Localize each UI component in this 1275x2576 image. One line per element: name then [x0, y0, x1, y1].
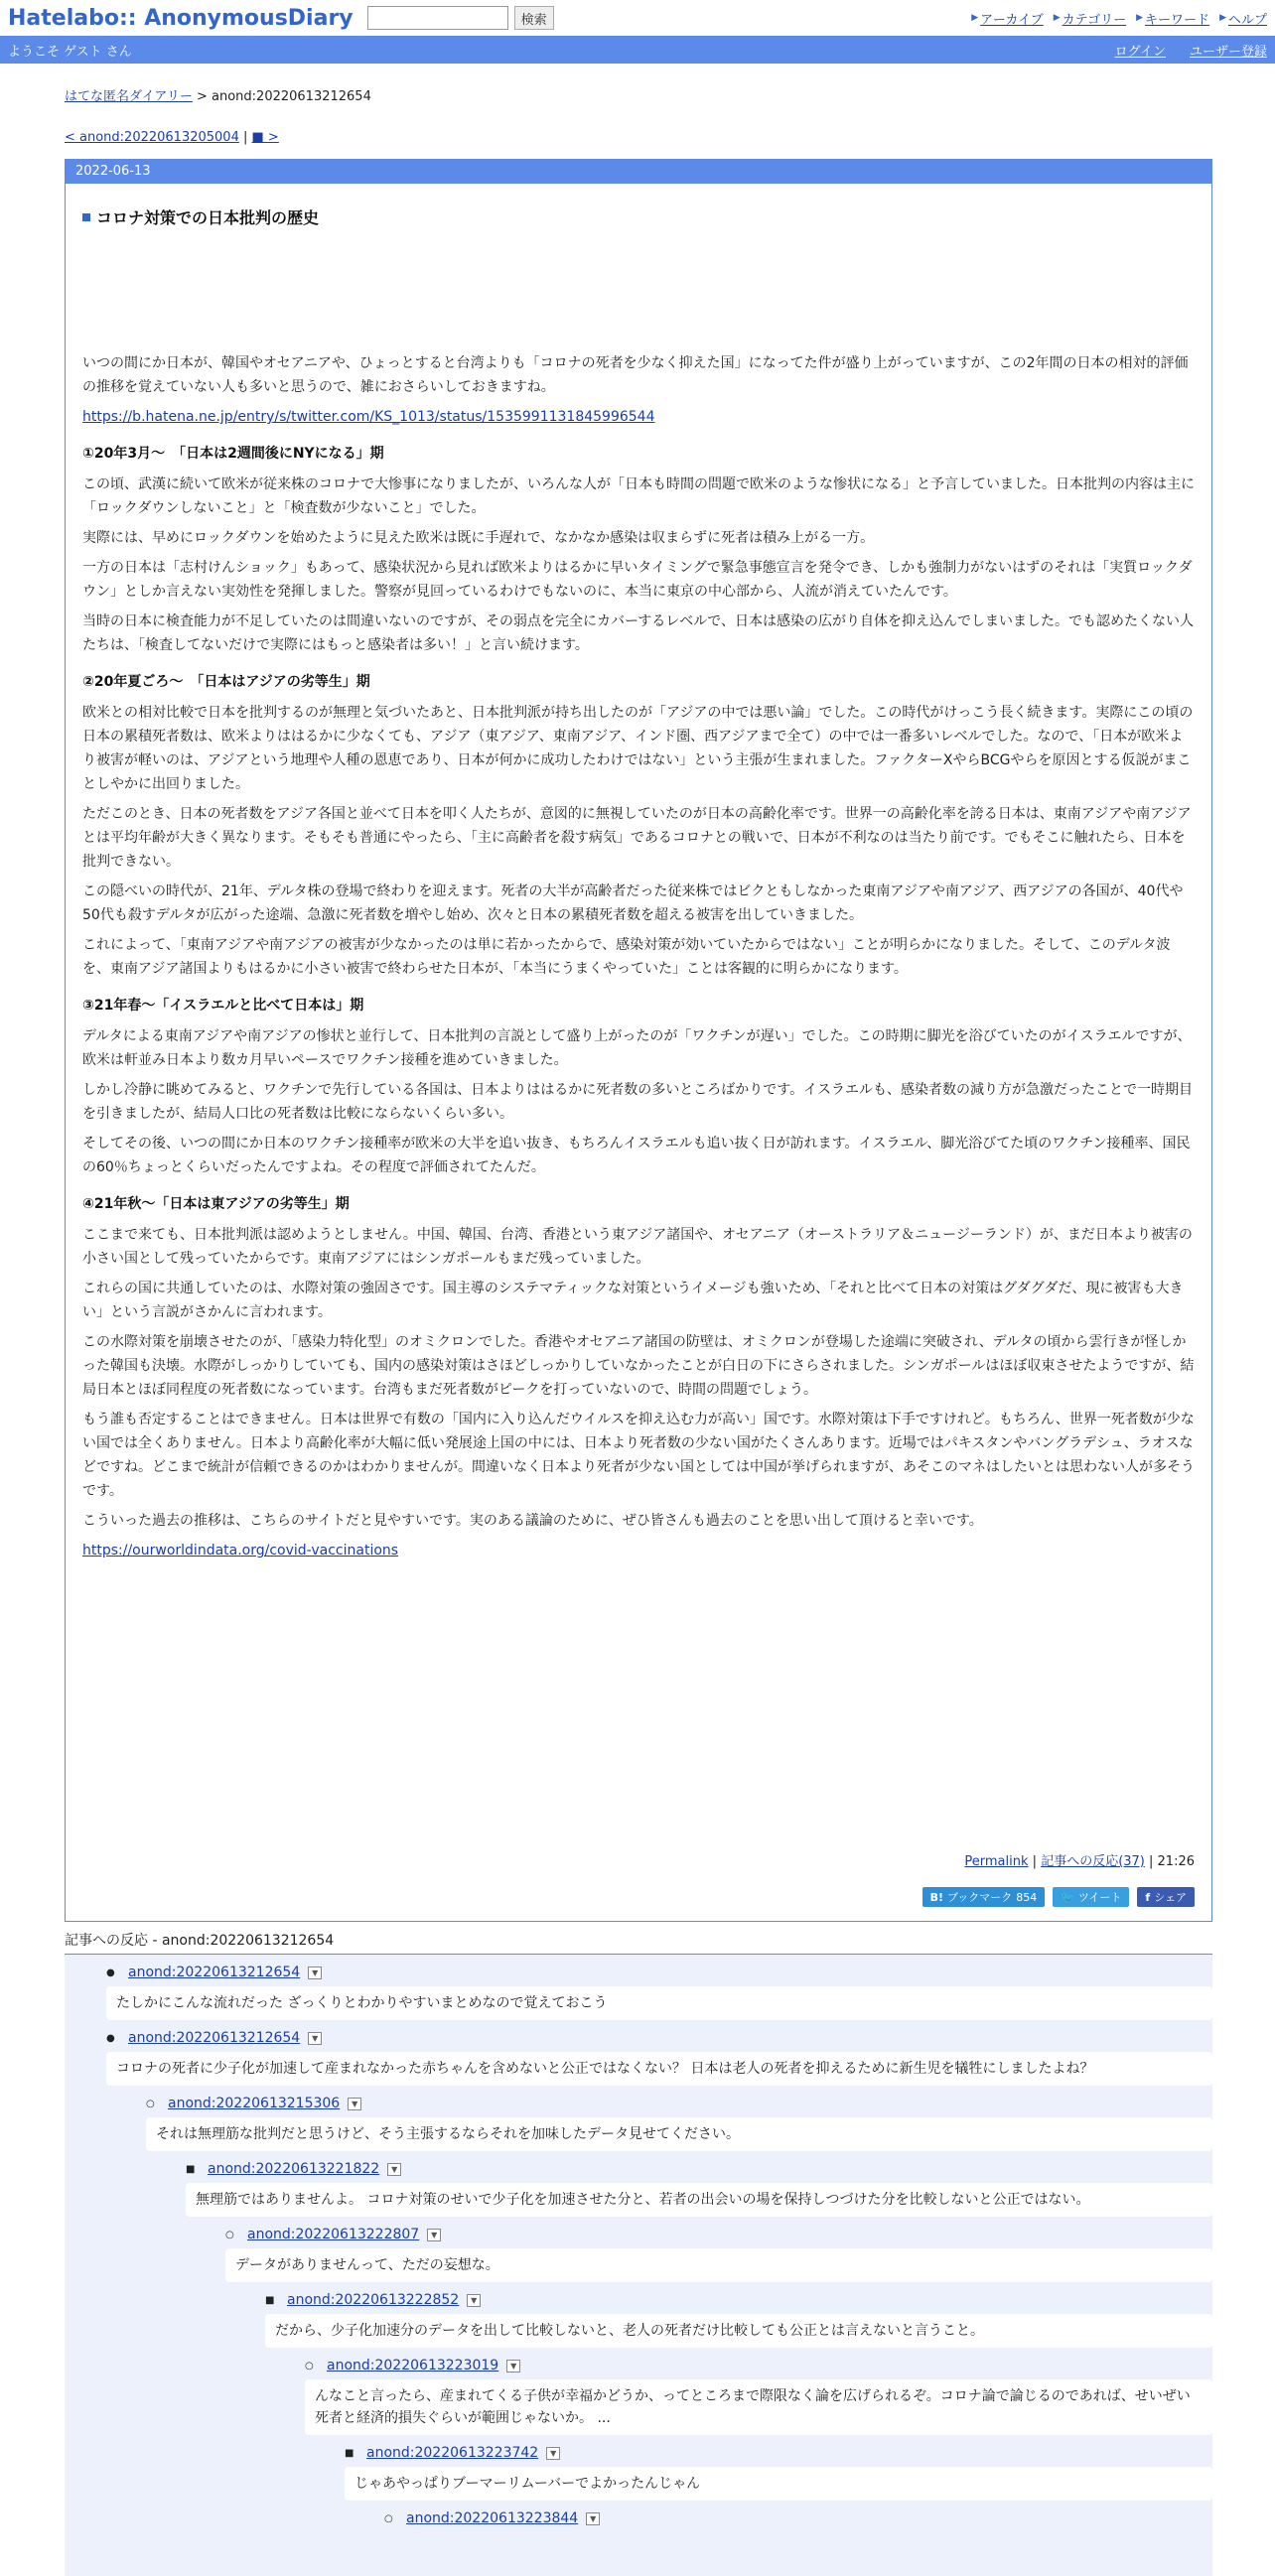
- reaction-item: [146, 2096, 1212, 2151]
- twitter-bird-icon: 🐦: [1061, 1890, 1074, 1904]
- dropdown-icon[interactable]: ▼: [308, 2032, 322, 2045]
- reaction-text: んなこと言ったら、産まれてくる子供が幸福かどうか、ってところまで際限なく論を広げられるぞ。コロナ論で論じるのであれば、せいぜい死者と経済的損失ぐらいが範囲じゃないか。 ...: [305, 2379, 1212, 2435]
- bookmark-button[interactable]: [922, 1887, 1046, 1907]
- paragraph: これらの国に共通していたのは、水際対策の強固さです。国主導のシステマティックな対策というイメージも強いため、「それと比べて日本の対策はグダグダだ、現に被害も大きい」という言説がさかんに言われます。: [82, 1281, 1184, 1320]
- breadcrumb-separator: >: [192, 89, 212, 104]
- reaction-text: コロナの死者に少子化が加速して産まれなかった赤ちゃんを含めないと公正ではなくない？ 日本は老人の死者を抑えるために新生児を犠牲にしましたよね？: [106, 2052, 1212, 2086]
- bullet-icon: ●: [106, 1966, 115, 1978]
- reaction-item: [345, 2445, 1212, 2501]
- triangle-icon: ▶: [1219, 13, 1226, 23]
- reaction-header: [384, 2510, 1212, 2526]
- archive-link[interactable]: アーカイブ: [980, 12, 1044, 28]
- bullet-icon: ■: [345, 2447, 354, 2459]
- prev-entry-link[interactable]: < anond:20220613205004: [65, 130, 239, 145]
- pager-separator: |: [238, 130, 252, 145]
- top-header: [0, 0, 1275, 36]
- paragraph: しかし冷静に眺めてみると、ワクチンで先行している各国は、日本よりははるかに死者数の多いところばかりです。イスラエルも、感染者数の減り方が急激だったことで一時期目を引きましたが、結局人口比の死者数は比較にならないくらい多い。: [82, 1082, 1194, 1122]
- paragraph: そしてその後、いつの間にか日本のワクチン接種率が欧米の大半を追い抜き、もちろんイスラエルも追い抜く日が訪れます。イスラエル、脚光浴びてた頃のワクチン接種率、国民の60％ちょっとくらいだったんですよね。その程度で評価されてたんだ。: [82, 1136, 1191, 1175]
- reaction-item: [106, 2030, 1212, 2086]
- reaction-item: [225, 2227, 1212, 2282]
- bookmark-count: 854: [1016, 1890, 1038, 1904]
- bullet-icon: ○: [384, 2512, 393, 2524]
- reaction-text: それは無理筋な批判だと思うけど、そう主張するならそれを加味したデータ見せてください。: [146, 2117, 1212, 2151]
- facebook-icon: f: [1145, 1890, 1151, 1904]
- top-links: [971, 9, 1267, 28]
- paragraph: デルタによる東南アジアや南アジアの惨状と並行して、日本批判の言説として盛り上がったのが「ワクチンが遅い」でした。この時期に脚光を浴びていたのがイスラエルですが、欧米は軒並み日本より数カ月早いペースでワクチン接種を進めていきました。: [82, 1028, 1192, 1068]
- entry-time: 21:26: [1157, 1854, 1195, 1869]
- breadcrumb-root-link[interactable]: はてな匿名ダイアリー: [65, 89, 193, 104]
- share-label: シェア: [1154, 1891, 1187, 1904]
- reaction-header: [345, 2445, 1212, 2461]
- help-link[interactable]: ヘルプ: [1227, 12, 1267, 28]
- bullet-icon: ○: [146, 2098, 155, 2109]
- bookmark-label: ブックマーク: [947, 1891, 1013, 1904]
- main-content: [65, 85, 1212, 2576]
- entry-title-text: コロナ対策での日本批判の歴史: [96, 208, 320, 227]
- paragraph: いつの間にか日本が、韓国やオセアニアや、ひょっとすると台湾よりも「コロナの死者を少なく抑えた国」になってた件が盛り上がっていますが、この2年間の日本の相対的評価の推移を覚えていない人も多いと思うので、雑におさらいしておきますね。: [82, 355, 1189, 395]
- dropdown-icon[interactable]: ▼: [467, 2294, 481, 2307]
- section-heading: ③21年春～「イスラエルと比べて日本は」期: [82, 998, 364, 1014]
- reaction-text: じゃあやっぱりブーマーリムーバーでよかったんじゃん: [345, 2467, 1212, 2501]
- dropdown-icon[interactable]: ▼: [387, 2163, 401, 2176]
- dropdown-icon[interactable]: ▼: [308, 1966, 322, 1979]
- bullet-icon: ■: [186, 2163, 196, 2175]
- reaction-id-link[interactable]: anond:20220613222852: [287, 2292, 460, 2308]
- bullet-icon: ○: [225, 2229, 234, 2240]
- paragraph: こういった過去の推移は、こちらのサイトだと見やすいです。実のある議論のために、ぜひ皆さんも過去のことを思い出して頂けると幸いです。: [82, 1513, 983, 1529]
- reactions-title: 記事への反応 - anond:20220613212654: [65, 1930, 1212, 1955]
- reaction-text: たしかにこんな流れだった ざっくりとわかりやすいまとめなので覚えておこう: [106, 1986, 1212, 2020]
- paragraph: この頃、武漢に続いて欧米が従来株のコロナで大惨事になりましたが、いろんな人が「日本も時間の問題で欧米のような惨状になる」と予言していました。日本批判の内容は主に「ロックダウンしないこと」と「検査数が少ないこと」でした。: [82, 476, 1195, 516]
- category-link[interactable]: カテゴリー: [1062, 12, 1127, 28]
- paragraph: この水際対策を崩壊させたのが、「感染力特化型」のオミクロンでした。香港やオセアニア諸国の防壁は、オミクロンが登場した途端に突破され、デルタの頃から雲行きが怪しかった韓国も決壊。水際がしっかりしていても、国内の感染対策はさほどしっかりしていなかったことが白日の下にさらされました。シンガポールはほぼ収束させたようですが、結局日本とほぼ同程度の死者数になっています。台湾もまだ死者数がピークを打っていないので、時間の問題でしょう。: [82, 1334, 1195, 1398]
- reaction-id-link[interactable]: anond:20220613212654: [128, 1965, 301, 1980]
- reaction-text: 無理筋ではありませんよ。 コロナ対策のせいで少子化を加速させた分と、若者の出会いの場を保持しつづけた分を比較しないと公正ではない。: [186, 2183, 1212, 2217]
- reaction-id-link[interactable]: anond:20220613223019: [327, 2358, 499, 2373]
- login-link[interactable]: ログイン: [1114, 44, 1166, 60]
- triangle-icon: ▶: [1053, 13, 1061, 23]
- dropdown-icon[interactable]: ▼: [546, 2447, 560, 2460]
- reaction-item: [186, 2161, 1212, 2217]
- register-link[interactable]: ユーザー登録: [1189, 44, 1267, 60]
- external-link[interactable]: https://b.hatena.ne.jp/entry/s/twitter.com/KS_1013/status/1535991131845996544: [82, 409, 655, 425]
- reaction-id-link[interactable]: anond:20220613222807: [247, 2227, 420, 2242]
- section-heading: ④21年秋～「日本は東アジアの劣等生」期: [82, 1196, 350, 1212]
- share-buttons: [922, 1887, 1195, 1907]
- paragraph: 一方の日本は「志村けんショック」もあって、感染状況から見れば欧米よりはるかに早いタイミングで緊急事態宣言を発令でき、しかも強制力がないはずのそれは「実質ロックダウン」としか言えない実効性を発揮しました。警察が見回っているわけでもないのに、本当に東京の中心部から、人流が消えていたんです。: [82, 560, 1193, 600]
- reaction-id-link[interactable]: anond:20220613212654: [128, 2030, 301, 2046]
- keyword-link[interactable]: キーワード: [1145, 12, 1210, 28]
- reaction-item: [384, 2510, 1212, 2526]
- dropdown-icon[interactable]: ▼: [586, 2512, 600, 2525]
- reaction-id-link[interactable]: anond:20220613223844: [406, 2510, 579, 2526]
- reaction-header: [146, 2096, 1212, 2111]
- reaction-header: [265, 2292, 1212, 2308]
- site-logo[interactable]: Hatelabo:: AnonymousDiary: [8, 5, 354, 31]
- entry-square-icon[interactable]: [82, 213, 90, 221]
- reactions-tree: [65, 1955, 1212, 2576]
- entry-body: [66, 184, 1211, 1921]
- paragraph: 実際には、早めにロックダウンを始めたように見えた欧米は既に手遅れで、なかなか感染は収まらずに死者は積み上がる一方。: [82, 530, 875, 546]
- breadcrumb-current: anond:20220613212654: [212, 89, 371, 104]
- entry-box: [65, 159, 1212, 1922]
- paragraph: もう誰も否定することはできません。日本は世界で有数の「国内に入り込んだウイルスを抑え込む力が高い」国です。水際対策は下手ですけれど。もちろん、世界一死者数が少ない国では全くありません。日本より高齢化率が大幅に低い発展途上国の中には、日本より死者数の少ない国がたくさんあります。近場ではパキスタンやバングラデシュ、ラオスなどですね。どこまで統計が信頼できるのかはわかりませんが。間違いなく日本より死者が少ない国としては中国が挙げられますが、あそこのマネはしたいとは思わない人が多そうです。: [82, 1412, 1195, 1499]
- dropdown-icon[interactable]: ▼: [427, 2229, 441, 2241]
- reaction-item: [106, 1965, 1212, 2020]
- reaction-id-link[interactable]: anond:20220613215306: [168, 2096, 341, 2111]
- user-bar: [0, 36, 1275, 64]
- reaction-header: [225, 2227, 1212, 2242]
- reaction-item: [305, 2358, 1212, 2435]
- welcome-text: ようこそ ゲスト さん: [8, 44, 132, 60]
- link-paragraph: [82, 405, 1195, 429]
- paragraph: これによって、「東南アジアや南アジアの被害が少なかったのは単に若かったからで、感染対策が効いていたからではない」ことが明らかになりました。そして、このデルタ波を、東南アジア諸国よりもはるかに小さい被害で終わらせた日本が、「本当にうまくやっていた」ことは客観的に明らかになります。: [82, 937, 1171, 977]
- link-paragraph: [82, 1539, 1195, 1562]
- bullet-icon: ●: [106, 2032, 115, 2044]
- bullet-icon: ■: [265, 2294, 275, 2306]
- pager: [65, 130, 1212, 145]
- reactions-link[interactable]: 記事への反応(37): [1041, 1854, 1145, 1869]
- bullet-icon: ○: [305, 2360, 314, 2372]
- entry-text: [82, 351, 1195, 1562]
- section-heading: ①20年3月～ 「日本は2週間後にNYになる」期: [82, 446, 384, 462]
- breadcrumb: [65, 85, 1212, 104]
- paragraph: この隠べいの時代が、21年、デルタ株の登場で終わりを迎えます。死者の大半が高齢者だった従来株ではビクともしなかった東南アジアや南アジア、西アジアの各国が、40代や50代も殺すデルタが広がった途端、急激に死者数を増やし始め、次々と日本の累積死者数を超える被害を出していきました。: [82, 883, 1184, 923]
- tweet-button[interactable]: [1053, 1887, 1129, 1907]
- triangle-icon: ▶: [971, 13, 979, 23]
- entry-title: [82, 205, 1195, 228]
- reaction-header: [305, 2358, 1212, 2373]
- search-input[interactable]: [367, 6, 508, 30]
- entry-spacer: [82, 228, 1195, 347]
- paragraph: ただこのとき、日本の死者数をアジア各国と並べて日本を叩く人たちが、意図的に無視していたのが日本の高齢化率です。世界一の高齢化率を誇る日本は、東南アジアや南アジアとは平均年齢が大きく異なります。そもそも普通にやったら、「主に高齢者を殺す病気」であるコロナとの戦いで、日本が不利なのは当たり前です。でもそこに触れたら、日本を批判できない。: [82, 806, 1192, 870]
- facebook-share-button[interactable]: [1137, 1887, 1195, 1907]
- external-link[interactable]: https://ourworldindata.org/covid-vaccinations: [82, 1543, 399, 1559]
- triangle-icon: ▶: [1136, 13, 1144, 23]
- search-button[interactable]: 検索: [514, 6, 554, 30]
- reaction-item: [265, 2292, 1212, 2348]
- entry-date: 2022-06-13: [66, 160, 1211, 184]
- reaction-id-link[interactable]: anond:20220613223742: [366, 2445, 539, 2461]
- reaction-text: だから、少子化加速分のデータを出して比較しないと、老人の死者だけ比較しても公正とは言えないと言うこと。: [265, 2314, 1212, 2348]
- reaction-header: [106, 1965, 1212, 1980]
- reaction-text: データがありませんって、ただの妄想な。: [225, 2248, 1212, 2282]
- permalink-link[interactable]: Permalink: [964, 1854, 1029, 1869]
- entry-meta: Permalink | 記事への反応(37) | 21:26: [964, 1854, 1195, 1869]
- paragraph: 欧米との相対比較で日本を批判するのが無理と気づいたあと、日本批判派が持ち出したのが「アジアの中では悪い論」でした。この時代がけっこう長く続きます。実際にこの頃の日本の累積死者数は、欧米よりははるかに少なくても、アジア（東アジア、東南アジア、インド圏、西アジアまで全て）の中では一番多いレベルでした。なので、「日本が欧米より被害が軽いのは、アジアという地理や人種の恩恵であり、日本が何かに成功したわけではない」という主張が生まれました。ファクターXやらBCGやらを原因とする仮説がまことしやかに出回りました。: [82, 705, 1194, 792]
- paragraph: 当時の日本に検査能力が不足していたのは間違いないのですが、その弱点を完全にカバーするレベルで、日本は感染の広がり自体を抑え込んでしまいました。でも認めたくない人たちは、「検査してないだけで実際にはもっと感染者は多い！」と言い続けます。: [82, 613, 1195, 653]
- reaction-header: [186, 2161, 1212, 2177]
- paragraph: ここまで来ても、日本批判派は認めようとしません。中国、韓国、台湾、香港という東アジア諸国や、オセアニア（オーストラリア＆ニュージーランド）が、まだ日本より被害の小さい国として残っていたからです。東南アジアにはシンガポールもまだ残っていました。: [82, 1227, 1193, 1267]
- reaction-id-link[interactable]: anond:20220613221822: [208, 2161, 380, 2177]
- hatena-b-icon: B!: [929, 1890, 944, 1904]
- section-heading: ②20年夏ごろ～ 「日本はアジアの劣等生」期: [82, 674, 370, 690]
- tweet-label: ツイート: [1077, 1891, 1122, 1904]
- dropdown-icon[interactable]: ▼: [348, 2098, 361, 2110]
- dropdown-icon[interactable]: ▼: [506, 2360, 520, 2373]
- reaction-header: [106, 2030, 1212, 2046]
- next-entry-link[interactable]: ■ >: [251, 130, 279, 145]
